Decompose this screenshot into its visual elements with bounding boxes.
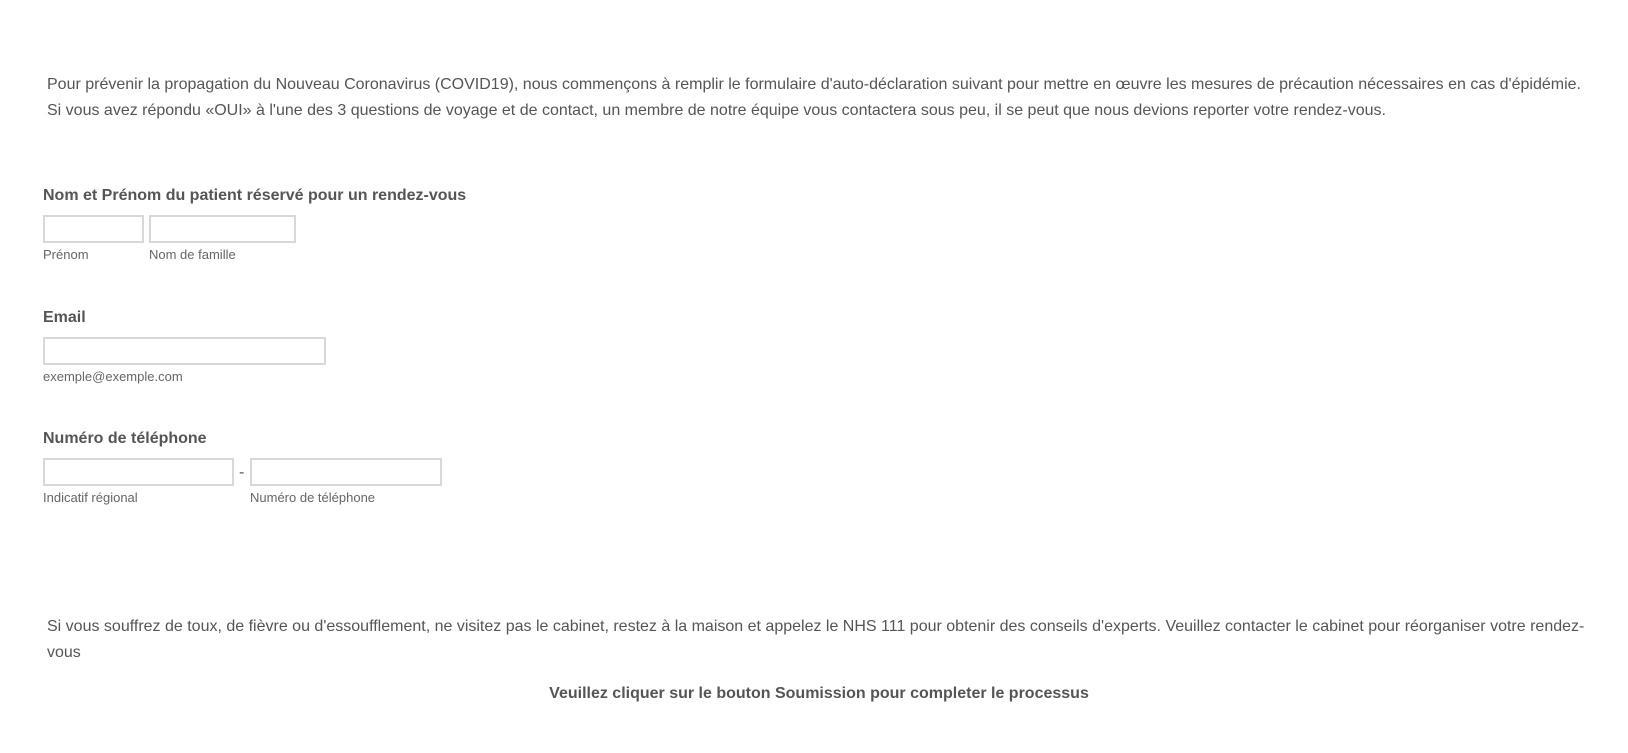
phone-number-sublabel: Numéro de téléphone [250,490,376,505]
warning-paragraph: Si vous souffrez de toux, de fièvre ou d'essoufflement, ne visitez pas le cabinet, restez à la maison et appelez le NHS 111 pour obtenir des conseils d'experts. Veuillez contacter le cabinet pour réorganiser votre rendez-vous [47,618,1585,661]
name-field-label: Nom et Prénom du patient réservé pour un rendez-vous [43,187,467,204]
phone-separator: - [239,464,245,481]
email-field-label: Email [43,309,86,326]
submit-instruction: Veuillez cliquer sur le bouton Soumission pour completer le processus [549,685,1089,702]
phone-field-label: Numéro de téléphone [43,430,207,447]
email-input[interactable] [43,337,326,365]
last-name-sublabel: Nom de famille [149,247,236,262]
area-code-input[interactable] [43,458,234,486]
first-name-sublabel: Prénom [43,247,89,262]
last-name-input[interactable] [149,215,296,243]
first-name-input[interactable] [43,215,144,243]
intro-paragraph: Pour prévenir la propagation du Nouveau Coronavirus (COVID19), nous commençons à remplir le formulaire d'auto-déclaration suivant pour mettre en œuvre les mesures de précaution nécessaires en cas d'épidémie. Si vous avez répondu «OUI» à l'une des 3 questions de voyage et de contact, un membre de notre équipe vous contactera sous peu, il se peut que nous devions reporter votre rendez-vous. [47,76,1581,119]
phone-number-input[interactable] [250,458,442,486]
area-code-sublabel: Indicatif régional [43,490,138,505]
email-sublabel: exemple@exemple.com [43,369,183,384]
